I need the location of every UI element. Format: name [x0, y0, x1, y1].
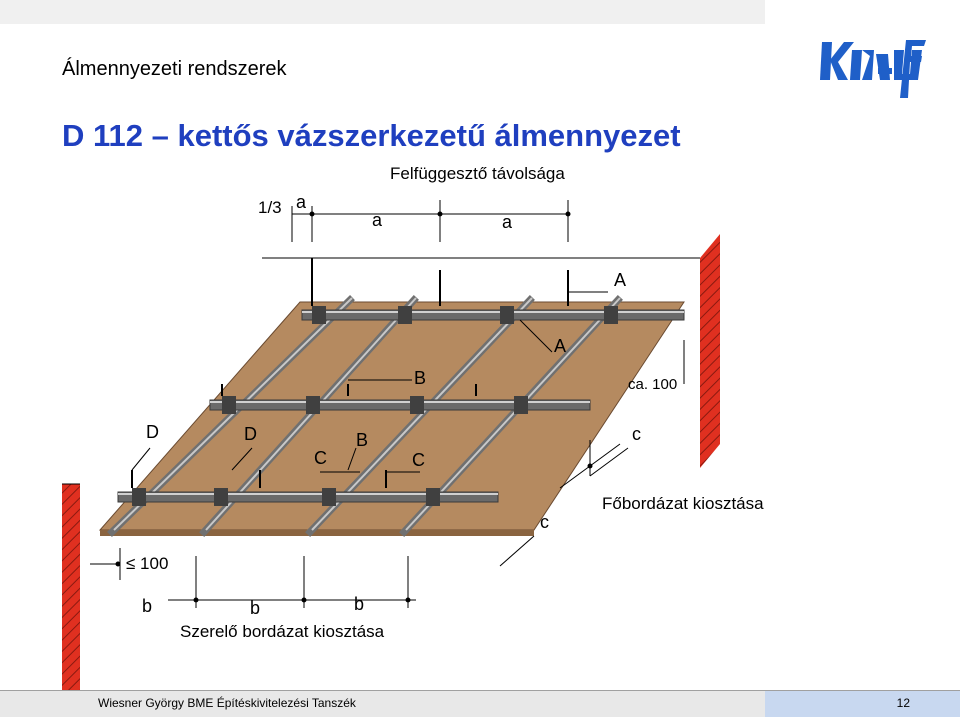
suspension-spacing-label: Felfüggesztő távolsága	[390, 164, 565, 183]
a-label-3: a	[502, 212, 513, 232]
le100-label: ≤ 100	[126, 554, 169, 573]
page-subtitle: Álmennyezeti rendszerek	[62, 58, 287, 80]
C-label-1: C	[314, 448, 327, 468]
third-label: 1/3	[258, 198, 282, 217]
footer-left	[0, 690, 765, 717]
main-ribs-label: Főbordázat kiosztása	[602, 494, 764, 513]
dimension-a	[292, 200, 570, 242]
A-label-2: A	[554, 336, 567, 356]
B-label-2: B	[356, 430, 369, 450]
footer-author: Wiesner György BME Építéskivitelezési Tanszék	[98, 696, 356, 710]
ca100-label: ca. 100	[628, 376, 678, 393]
ceiling-board-edge	[100, 530, 534, 536]
footer-right	[765, 690, 960, 717]
C-label-2: C	[412, 450, 425, 470]
D-label-2: D	[244, 424, 257, 444]
a-label-2: a	[372, 210, 383, 230]
a-label-1: a	[296, 192, 307, 212]
D-label-1: D	[146, 422, 159, 442]
c-label-1: c	[632, 424, 641, 444]
mounting-ribs-label: Szerelő bordázat kiosztása	[180, 622, 385, 641]
b-label-2: b	[250, 598, 261, 618]
B-label-1: B	[414, 368, 427, 388]
wall-left	[62, 484, 80, 690]
wall-right	[700, 234, 720, 468]
page-number: 12	[896, 696, 910, 710]
c-label-2: c	[540, 512, 549, 532]
b-label-3: b	[354, 594, 365, 614]
page-title: D 112 – kettős vázszerkezetű álmennyezet	[62, 118, 681, 153]
footer	[0, 690, 960, 716]
A-label-1: A	[614, 270, 627, 290]
b-label-1: b	[142, 596, 153, 616]
